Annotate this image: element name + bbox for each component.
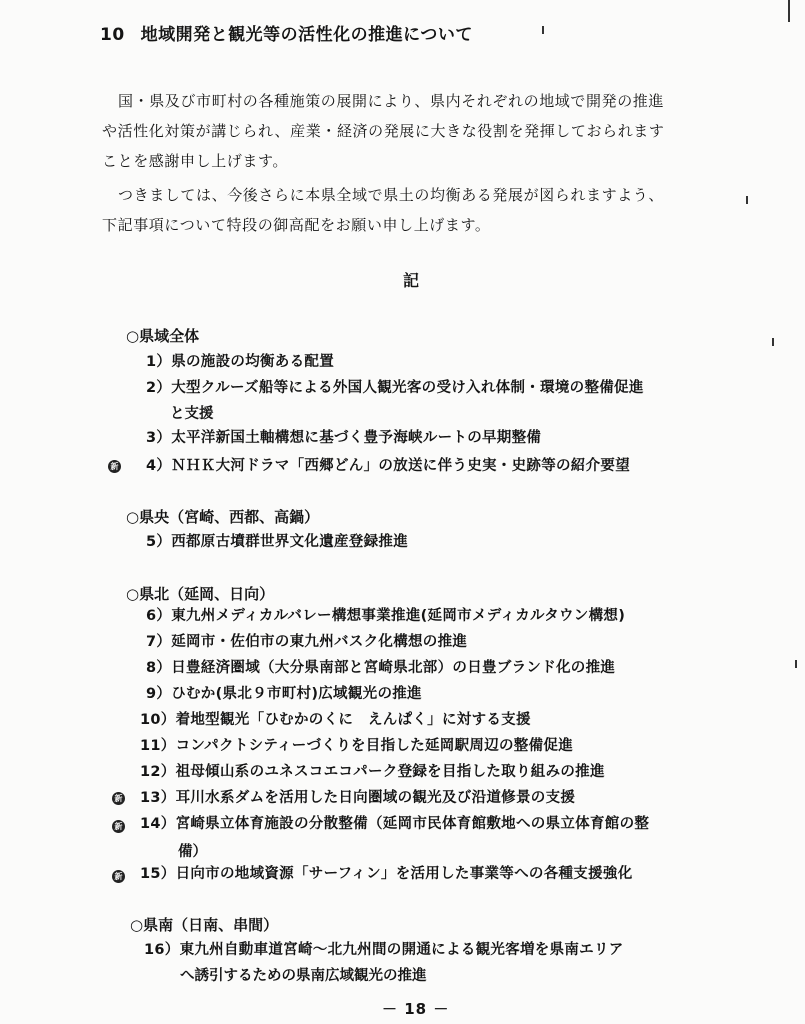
list-item <box>140 708 531 729</box>
list-item <box>146 454 630 475</box>
scan-speck <box>795 660 797 668</box>
item-text: コンパクトシティーづくりを目指した延岡駅周辺の整備促進 <box>175 738 574 754</box>
list-item <box>146 376 644 397</box>
item-number: 7） <box>146 634 172 650</box>
list-item <box>144 938 624 959</box>
item-text: 日向市の地域資源「サーフィン」を活用した事業等への各種支援強化 <box>175 866 633 882</box>
item-text: 大型クルーズ船等による外国人観光客の受け入れ体制・環境の整備促進 <box>171 380 644 396</box>
item-number: 3） <box>146 430 172 446</box>
item-text: 東九州自動車道宮崎～北九州間の開通による観光客増を県南エリア <box>179 942 624 958</box>
item-continuation: 備） <box>178 844 207 860</box>
item-number: 13） <box>140 790 176 806</box>
list-item <box>146 426 541 447</box>
item-number: 16） <box>144 942 180 958</box>
item-number: 11） <box>140 738 176 754</box>
item-text: 宮崎県立体育施設の分散整備（延岡市民体育館敷地への県立体育館の整 <box>175 816 650 832</box>
item-number: 1） <box>146 354 172 370</box>
list-item <box>140 862 633 883</box>
item-text: 耳川水系ダムを活用した日向圏域の観光及び沿道修景の支援 <box>175 790 576 806</box>
region-heading: ○県南（日南、串間） <box>130 916 279 934</box>
new-mark-icon: 新 <box>112 820 125 833</box>
scan-speck <box>788 0 790 22</box>
item-text: 西都原古墳群世界文化遺産登録推進 <box>171 534 409 550</box>
section-title-text: 地域開発と観光等の活性化の推進について <box>140 25 473 45</box>
item-text: 延岡市・佐伯市の東九州バスク化構想の推進 <box>171 634 468 650</box>
section-number: 10 <box>100 25 125 45</box>
list-item <box>146 682 422 703</box>
item-number: 6） <box>146 608 172 624</box>
list-item <box>146 656 615 677</box>
region-heading: ○県北（延岡、日向） <box>126 585 275 603</box>
list-item <box>140 786 575 807</box>
item-text: 東九州メディカルバレー構想事業推進(延岡市メディカルタウン構想) <box>171 608 626 624</box>
list-item <box>146 530 408 551</box>
new-mark-icon: 新 <box>108 460 121 473</box>
item-number: 4） <box>146 458 172 474</box>
item-number: 12） <box>140 764 176 780</box>
list-item <box>146 604 625 625</box>
item-number: 2） <box>146 380 172 396</box>
section-title <box>100 20 473 45</box>
intro-line: 国・県及び市町村の各種施策の展開により、県内それぞれの地域で開発の推進 <box>118 92 665 110</box>
item-text: 県の施設の均衡ある配置 <box>171 354 335 370</box>
item-number: 5） <box>146 534 172 550</box>
intro-line: 下記事項について特段の御高配をお願い申し上げます。 <box>102 216 491 234</box>
region-heading: ○県央（宮崎、西都、高鍋） <box>126 508 320 526</box>
item-text: 太平洋新国土軸構想に基づく豊予海峡ルートの早期整備 <box>171 430 542 446</box>
list-item <box>140 812 649 833</box>
intro-line: ことを感謝申し上げます。 <box>102 152 289 170</box>
intro-line: や活性化対策が講じられ、産業・経済の発展に大きな役割を発揮しておられます <box>102 122 665 140</box>
intro-line: つきましては、今後さらに本県全域で県土の均衡ある発展が図られますよう、 <box>118 186 665 204</box>
item-continuation: と支援 <box>170 406 214 422</box>
item-number: 10） <box>140 712 176 728</box>
new-mark-icon: 新 <box>112 792 125 805</box>
item-number: 15） <box>140 866 176 882</box>
list-item <box>146 630 467 651</box>
list-item <box>140 760 605 781</box>
item-text: 祖母傾山系のユネスコエコパーク登録を目指した取り組みの推進 <box>175 764 605 780</box>
page-number: － 18 － <box>382 1000 450 1018</box>
list-item <box>140 734 573 755</box>
list-item <box>146 350 334 371</box>
item-continuation: へ誘引するための県南広域観光の推進 <box>180 968 427 984</box>
region-heading: ○県域全体 <box>126 327 200 345</box>
item-number: 8） <box>146 660 172 676</box>
item-text: ＮＨＫ大河ドラマ「西郷どん」の放送に伴う史実・史跡等の紹介要望 <box>171 458 630 474</box>
scan-speck <box>746 196 748 204</box>
item-text: 日豊経済圏域（大分県南部と宮崎県北部）の日豊ブランド化の推進 <box>171 660 616 676</box>
item-number: 9） <box>146 686 172 702</box>
scan-speck <box>772 338 774 346</box>
item-text: ひむか(県北９市町村)広域観光の推進 <box>171 686 422 702</box>
item-number: 14） <box>140 816 176 832</box>
scan-speck <box>542 26 544 34</box>
new-mark-icon: 新 <box>112 870 125 883</box>
item-text: 着地型観光「ひむかのくに えんぱく」に対する支援 <box>175 712 531 728</box>
ki-heading: 記 <box>403 271 420 290</box>
